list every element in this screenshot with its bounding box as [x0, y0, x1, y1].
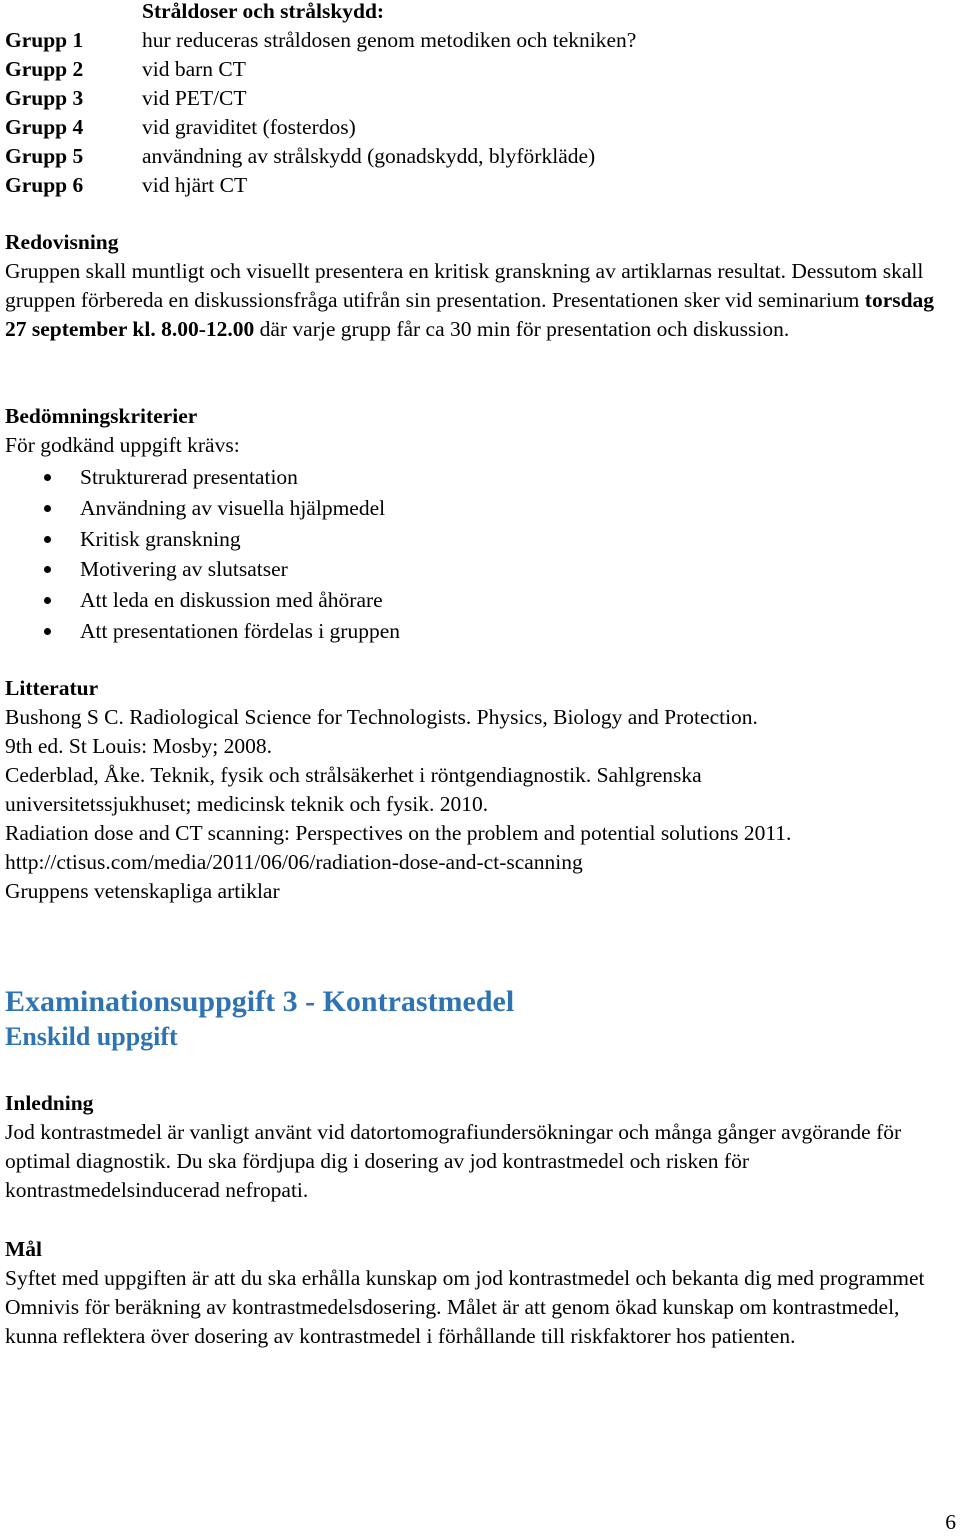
group-name: Grupp 1 — [5, 28, 84, 52]
radiation-groups — [5, 0, 636, 200]
list-item: Strukturerad presentation — [5, 462, 955, 493]
bullet-icon — [44, 566, 51, 573]
group-row — [5, 26, 636, 55]
exam-title: Examinationsuppgift 3 - Kontrastmedel — [5, 985, 515, 1018]
list-item: Kritisk granskning — [5, 524, 955, 555]
redovisning-text: Gruppen skall muntligt och visuellt presentera en kritisk granskning av artiklarnas resultat. Dessutom skall gruppen förbereda en diskussionsfråga utifrån sin presentation. Presentationen sker vid seminarium torsdag 27 september kl. 8.00-12.00 där varje grupp får ca 30 min för presentation och diskussion. — [5, 259, 935, 341]
list-item: Att presentationen fördelas i gruppen — [5, 616, 955, 647]
group-row — [5, 84, 636, 113]
group-name: Grupp 4 — [5, 115, 84, 139]
redovisning-section — [5, 228, 955, 344]
group-name: Grupp 2 — [5, 57, 84, 81]
literature-section — [5, 674, 955, 906]
radiation-heading: Stråldoser och strålskydd: — [142, 0, 385, 23]
literature-line: 9th ed. St Louis: Mosby; 2008. — [5, 734, 272, 758]
list-item: Användning av visuella hjälpmedel — [5, 493, 955, 524]
bullet-icon — [44, 536, 51, 543]
list-item: Motivering av slutsatser — [5, 554, 955, 585]
criteria-list — [5, 462, 955, 647]
bullet-icon — [44, 628, 51, 635]
bullet-icon — [44, 597, 51, 604]
group-row — [5, 113, 636, 142]
literature-line: Bushong S C. Radiological Science for Technologists. Physics, Biology and Protection. — [5, 705, 758, 729]
group-topic: vid PET/CT — [142, 86, 247, 110]
group-row — [5, 55, 636, 84]
goal-text: Syftet med uppgiften är att du ska erhålla kunskap om jod kontrastmedel och bekanta dig med programmet Omnivis för beräkning av kontrastmedelsdosering. Målet är att genom ökad kunskap om kontrastmedel, kunna reflektera över dosering av kontrastmedel i förhållande till riskfaktorer hos patienten. — [5, 1266, 925, 1348]
group-topic: vid graviditet (fosterdos) — [142, 115, 356, 139]
literature-line: Radiation dose and CT scanning: Perspectives on the problem and potential solutions 2011. — [5, 821, 792, 845]
section-heading: Bedömningskriterier — [5, 404, 198, 428]
seminar-time: torsdag 27 september kl. 8.00-12.00 — [5, 288, 935, 341]
intro-section — [5, 1089, 955, 1205]
bullet-icon — [44, 474, 51, 481]
page-number: 6 — [945, 1510, 956, 1534]
group-row — [5, 142, 636, 171]
group-topic: vid barn CT — [142, 57, 246, 81]
group-topic: vid hjärt CT — [142, 173, 248, 197]
exam-subtitle: Enskild uppgift — [5, 1022, 178, 1051]
section-heading: Litteratur — [5, 676, 99, 700]
group-topic: hur reduceras stråldosen genom metodiken och tekniken? — [142, 28, 637, 52]
goal-section — [5, 1235, 955, 1351]
group-row — [5, 171, 636, 200]
group-name: Grupp 5 — [5, 144, 84, 168]
exam3-section — [5, 984, 955, 1054]
section-heading: Redovisning — [5, 230, 119, 254]
group-name: Grupp 3 — [5, 86, 84, 110]
group-name: Grupp 6 — [5, 173, 84, 197]
literature-url: http://ctisus.com/media/2011/06/06/radiation-dose-and-ct-scanning — [5, 850, 583, 874]
criteria-section — [5, 402, 955, 647]
intro-text: Jod kontrastmedel är vanligt använt vid datortomografiundersökningar och många gånger avgörande för optimal diagnostik. Du ska fördjupa dig i dosering av jod kontrastmedel och risken för kontrastmedelsinducerad nefropati. — [5, 1120, 902, 1202]
list-item: Att leda en diskussion med åhörare — [5, 585, 955, 616]
criteria-intro: För godkänd uppgift krävs: — [5, 433, 240, 457]
literature-line: universitetssjukhuset; medicinsk teknik och fysik. 2010. — [5, 792, 489, 816]
section-heading: Mål — [5, 1237, 43, 1261]
literature-line: Gruppens vetenskapliga artiklar — [5, 879, 280, 903]
group-topic: användning av strålskydd (gonadskydd, blyförkläde) — [142, 144, 596, 168]
section-heading: Inledning — [5, 1091, 94, 1115]
bullet-icon — [44, 505, 51, 512]
literature-line: Cederblad, Åke. Teknik, fysik och strålsäkerhet i röntgendiagnostik. Sahlgrenska — [5, 763, 702, 787]
